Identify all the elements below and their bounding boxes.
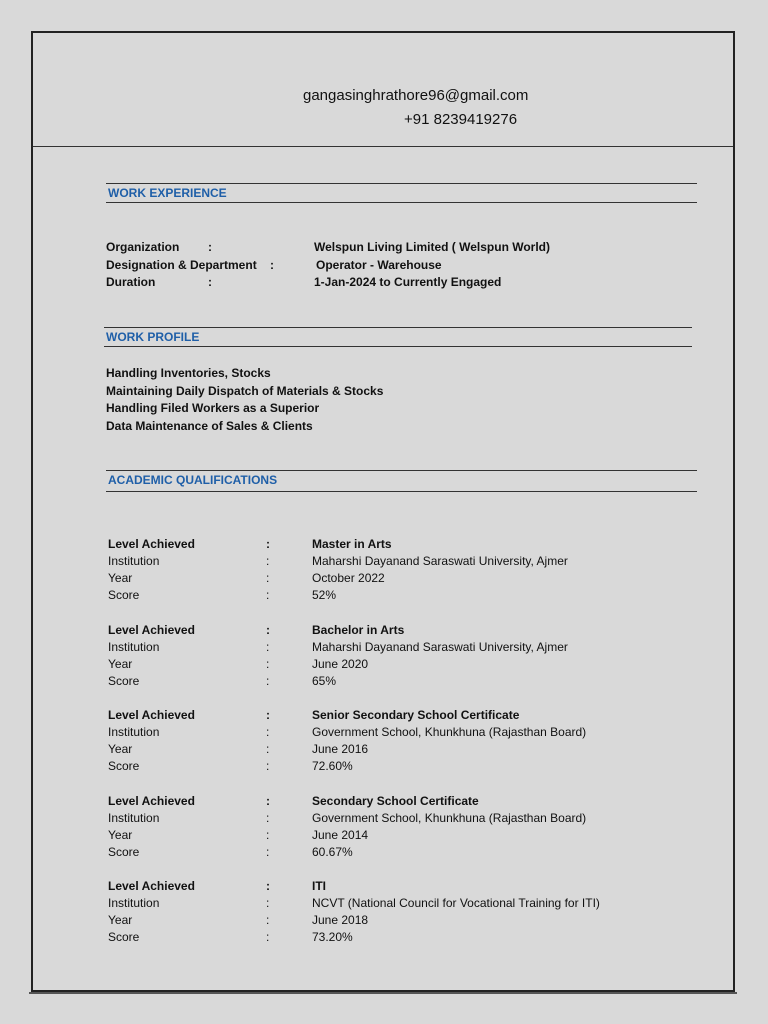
academic-sep: : [266,571,270,585]
academic-value-level: Senior Secondary School Certificate [312,708,520,722]
academic-value-institution: Government School, Khunkhuna (Rajasthan Board) [312,725,587,739]
work-profile-header [104,327,692,347]
work-label: Designation & Department [106,258,257,272]
academic-label-year: Year [108,742,133,756]
academic-sep: : [266,896,270,910]
academic-label-year: Year [108,571,133,585]
academic-value-score: 65% [312,674,337,688]
academic-value-level: Bachelor in Arts [312,623,405,637]
academic-label-score: Score [108,930,140,944]
header-divider [33,146,733,147]
academic-label-year: Year [108,913,133,927]
work-sep: : [270,258,274,272]
academic-sep: : [266,759,270,773]
academic-sep: : [266,708,270,722]
academic-label-score: Score [108,759,140,773]
academic-value-level: Master in Arts [312,537,392,551]
academic-label-institution: Institution [108,640,160,654]
resume-page [31,31,735,992]
academic-value-year: October 2022 [312,571,385,585]
work-experience-title: WORK EXPERIENCE [108,186,227,200]
academic-label-year: Year [108,828,133,842]
profile-item: Maintaining Daily Dispatch of Materials & Stocks [106,384,384,398]
academic-sep: : [266,657,270,671]
phone-number: +91 8239419276 [404,111,518,128]
academic-value-institution: Maharshi Dayanand Saraswati University, Ajmer [312,554,568,568]
academic-label-level: Level Achieved [108,794,195,808]
work-value: 1-Jan-2024 to Currently Engaged [314,275,502,289]
academic-label-score: Score [108,674,140,688]
academic-value-year: June 2018 [312,913,369,927]
work-sep: : [208,275,212,289]
academic-label-level: Level Achieved [108,537,195,551]
academic-value-institution: Maharshi Dayanand Saraswati University, Ajmer [312,640,568,654]
academic-label-institution: Institution [108,554,160,568]
profile-item: Handling Inventories, Stocks [106,366,271,380]
profile-item: Handling Filed Workers as a Superior [106,401,320,415]
academic-label-score: Score [108,588,140,602]
academic-label-level: Level Achieved [108,623,195,637]
work-experience-header [106,183,697,203]
work-value: Welspun Living Limited ( Welspun World) [314,240,550,254]
academic-sep: : [266,742,270,756]
academic-sep: : [266,537,270,551]
academic-value-institution: NCVT (National Council for Vocational Training for ITI) [312,896,600,910]
academic-sep: : [266,554,270,568]
academic-label-institution: Institution [108,725,160,739]
work-value: Operator - Warehouse [316,258,442,272]
page-bottom-edge [29,992,737,994]
academic-sep: : [266,828,270,842]
work-profile-title: WORK PROFILE [106,330,200,344]
academic-value-institution: Government School, Khunkhuna (Rajasthan Board) [312,811,587,825]
academic-sep: : [266,588,270,602]
academic-sep: : [266,845,270,859]
work-sep: : [208,240,212,254]
academic-sep: : [266,913,270,927]
work-label: Organization [106,240,180,254]
academic-label-institution: Institution [108,811,160,825]
academic-sep: : [266,640,270,654]
academic-value-year: June 2020 [312,657,369,671]
academic-value-score: 60.67% [312,845,353,859]
academic-header [106,470,697,492]
email-address[interactable]: gangasinghrathore96@gmail.com [303,87,529,104]
contact-block [33,33,733,146]
academic-label-institution: Institution [108,896,160,910]
academic-title: ACADEMIC QUALIFICATIONS [108,473,278,487]
academic-label-year: Year [108,657,133,671]
academic-value-level: ITI [312,879,326,893]
academic-label-score: Score [108,845,140,859]
work-label: Duration [106,275,156,289]
academic-sep: : [266,725,270,739]
academic-sep: : [266,930,270,944]
academic-value-year: June 2014 [312,828,369,842]
academic-value-score: 72.60% [312,759,353,773]
academic-sep: : [266,674,270,688]
academic-value-score: 52% [312,588,337,602]
academic-label-level: Level Achieved [108,879,195,893]
academic-sep: : [266,794,270,808]
academic-sep: : [266,623,270,637]
academic-value-score: 73.20% [312,930,353,944]
academic-value-level: Secondary School Certificate [312,794,479,808]
profile-item: Data Maintenance of Sales & Clients [106,419,313,433]
academic-sep: : [266,811,270,825]
academic-label-level: Level Achieved [108,708,195,722]
academic-value-year: June 2016 [312,742,369,756]
academic-sep: : [266,879,270,893]
